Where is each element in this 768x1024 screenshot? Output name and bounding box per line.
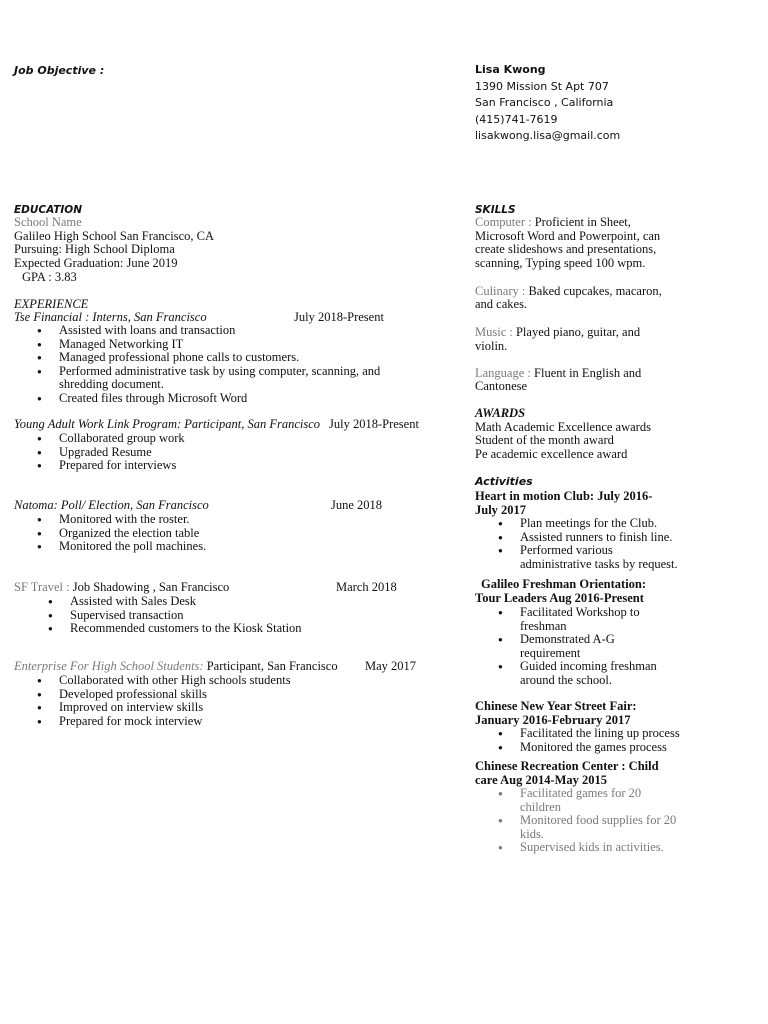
expected-graduation: Expected Graduation: June 2019 [14, 256, 178, 270]
list-item: ● Supervised kids in activities. [520, 841, 676, 855]
experience-heading: EXPERIENCE [14, 297, 89, 311]
list-item: ● Developed professional skills [59, 688, 291, 702]
award-item: Student of the month award [475, 433, 614, 447]
job-company-label: SF Travel : [14, 580, 70, 594]
gpa: GPA : 3.83 [22, 270, 77, 284]
skills-heading: SKILLS [475, 204, 516, 216]
job-bullets [59, 324, 380, 405]
contact-block [475, 62, 620, 145]
skill-text-line: Microsoft Word and Powerpoint, can [475, 229, 661, 243]
list-item: ● Performed administrative task by using computer, scanning, and [59, 365, 380, 379]
list-item: ● Created files through Microsoft Word [59, 392, 380, 406]
award-item: Math Academic Excellence awards [475, 420, 651, 434]
job-role: Participant, San Francisco [206, 659, 338, 673]
school-name: Galileo High School San Francisco, CA [14, 229, 214, 243]
list-item: ● Collaborated with other High schools students [59, 674, 291, 688]
job-bullets [59, 674, 291, 728]
list-item: ● Supervised transaction [70, 609, 302, 623]
activity-title: Chinese Recreation Center : Child [475, 759, 659, 773]
awards-heading: AWARDS [475, 406, 526, 420]
email-address: lisakwong.lisa@gmail.com [475, 129, 621, 142]
list-item: ● Demonstrated A-G [520, 633, 657, 647]
job-objective-label: Job Objective : [14, 64, 105, 77]
activity-title: Tour Leaders Aug 2016-Present [475, 591, 644, 605]
job-title [14, 581, 229, 595]
list-item: ● Monitored with the roster. [59, 513, 206, 527]
list-item: ● Prepared for interviews [59, 459, 185, 473]
skill-text-line: Cantonese [475, 379, 528, 393]
applicant-name: Lisa Kwong [475, 63, 546, 76]
list-item-continued: freshman [520, 618, 567, 633]
list-item: ● Performed various [520, 544, 678, 558]
skill-text: Proficient in Sheet, [534, 215, 631, 229]
activity-bullets [520, 787, 676, 855]
list-item-continued: shredding document. [59, 377, 164, 391]
job-date: March 2018 [336, 580, 397, 594]
list-item: ● Collaborated group work [59, 432, 185, 446]
skill-text-line: violin. [475, 339, 508, 353]
skill-label: Culinary : [475, 284, 526, 298]
activity-title: Chinese New Year Street Fair: [475, 699, 637, 713]
activity-title: care Aug 2014-May 2015 [475, 773, 608, 787]
list-item: ● Facilitated games for 20 [520, 787, 676, 801]
list-item: ● Managed professional phone calls to customers. [59, 351, 380, 365]
list-item: ● Upgraded Resume [59, 446, 185, 460]
skill-computer [475, 216, 631, 230]
list-item: ● Guided incoming freshman [520, 660, 657, 674]
address-line-2: San Francisco , California [475, 96, 614, 109]
education-heading: EDUCATION [14, 204, 83, 216]
job-bullets [59, 432, 185, 473]
list-item: ● Monitored food supplies for 20 [520, 814, 676, 828]
skill-text: Played piano, guitar, and [515, 325, 641, 339]
skill-music [475, 326, 640, 340]
skill-text-line: scanning, Typing speed 100 wpm. [475, 256, 646, 270]
job-date: June 2018 [331, 498, 383, 512]
job-bullets [70, 595, 302, 636]
list-item: ● Facilitated the lining up process [520, 727, 680, 741]
skill-label: Music : [475, 325, 513, 339]
activity-bullets [520, 727, 680, 754]
list-item: ● Facilitated Workshop to [520, 606, 657, 620]
list-item-continued: children [520, 799, 561, 814]
list-item: ● Assisted with loans and transaction [59, 324, 380, 338]
list-item: ● Recommended customers to the Kiosk Station [70, 622, 302, 636]
list-item: ● Assisted with Sales Desk [70, 595, 302, 609]
list-item-continued: around the school. [520, 672, 612, 687]
skill-text: Baked cupcakes, macaron, [528, 284, 662, 298]
activity-title: Galileo Freshman Orientation: [481, 577, 647, 591]
list-item-continued: kids. [520, 826, 544, 841]
phone-number: (415)741-7619 [475, 112, 558, 126]
education-label: School Name [14, 215, 82, 229]
skill-text-line: and cakes. [475, 297, 528, 311]
job-bullets [59, 513, 206, 554]
list-item-continued: administrative tasks by request. [520, 556, 678, 571]
address-line-1: 1390 Mission St Apt 707 [475, 79, 609, 93]
job-role: Job Shadowing , San Francisco [72, 580, 230, 594]
list-item-continued: requirement [520, 645, 581, 660]
list-item: ● Assisted runners to finish line. [520, 531, 678, 545]
list-item: ● Improved on interview skills [59, 701, 291, 715]
job-title [14, 660, 338, 674]
pursuing-diploma: Pursuing: High School Diploma [14, 242, 175, 256]
skill-label: Computer : [475, 215, 532, 229]
skill-text: Fluent in English and [534, 366, 642, 380]
activity-title: July 2017 [475, 503, 527, 517]
job-title: Tse Financial : Interns, San Francisco [14, 310, 207, 324]
activity-bullets [520, 606, 657, 687]
activities-heading: Activities [475, 475, 533, 488]
job-title: Young Adult Work Link Program: Participant, San Francisco [14, 417, 321, 431]
job-date: July 2018-Present [329, 417, 419, 431]
skill-text-line: create slideshows and presentations, [475, 242, 657, 256]
job-date: July 2018-Present [294, 310, 384, 324]
list-item: ● Monitored the poll machines. [59, 540, 206, 554]
job-date: May 2017 [365, 659, 417, 673]
list-item: ● Plan meetings for the Club. [520, 517, 678, 531]
list-item: ● Prepared for mock interview [59, 715, 291, 729]
job-title: Natoma: Poll/ Election, San Francisco [14, 498, 209, 512]
award-item: Pe academic excellence award [475, 447, 628, 461]
list-item: ● Managed Networking IT [59, 338, 380, 352]
activity-title: Heart in motion Club: July 2016- [475, 489, 653, 503]
list-item: ● Organized the election table [59, 527, 206, 541]
activity-bullets [520, 517, 678, 571]
job-company-label: Enterprise For High School Students: [14, 659, 204, 673]
list-item: ● Monitored the games process [520, 741, 680, 755]
activity-title: January 2016-February 2017 [475, 713, 631, 727]
skill-label: Language : [475, 366, 531, 380]
